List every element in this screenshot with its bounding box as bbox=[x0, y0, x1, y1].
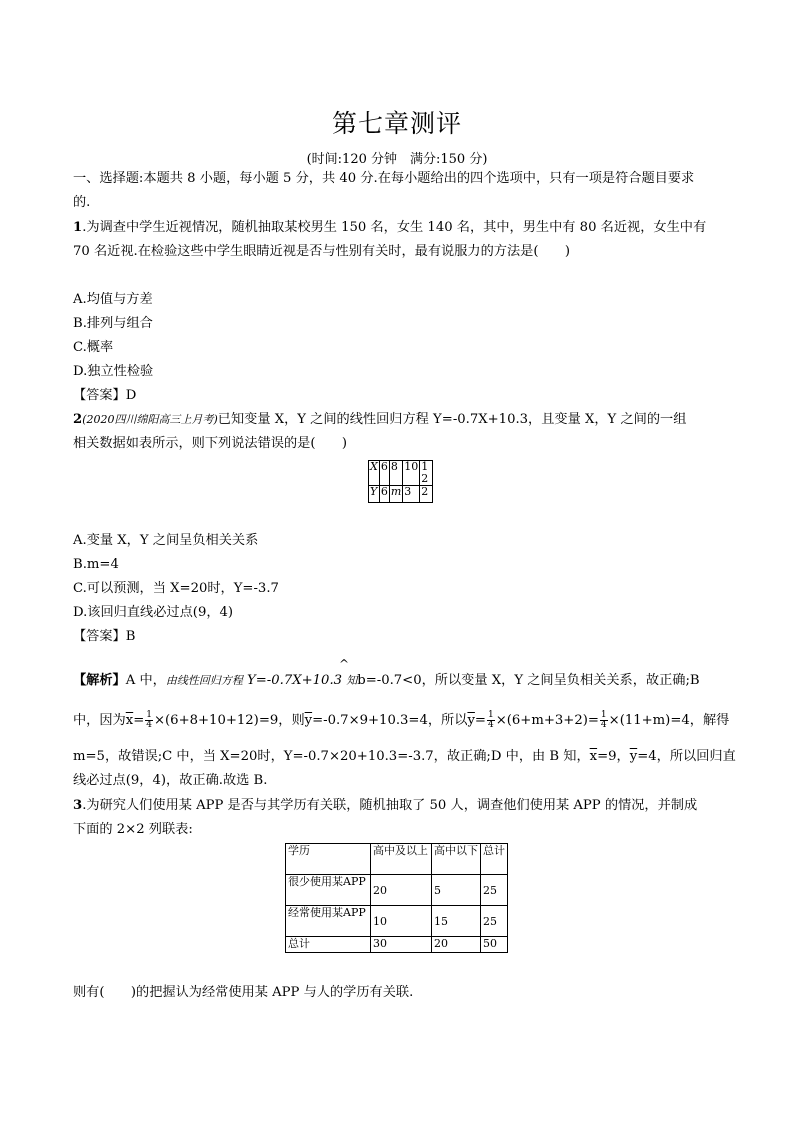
analysis-label: 【解析】 bbox=[73, 673, 126, 688]
table-cell: 3 bbox=[403, 486, 420, 503]
q2-option-b: B.m=4 bbox=[73, 557, 119, 572]
table-row bbox=[286, 875, 508, 906]
analysis-text: 由线性回归方程 bbox=[165, 674, 243, 687]
analysis-text: = bbox=[133, 713, 145, 728]
table-cell: 10 bbox=[371, 906, 432, 937]
x-bar: $\overline{x}$ bbox=[589, 749, 598, 764]
analysis-text: =-0.7×9+10.3=4，所以 bbox=[312, 713, 468, 728]
table-header-row bbox=[286, 844, 508, 875]
analysis-text: = bbox=[474, 713, 486, 728]
q3-contingency-table bbox=[285, 843, 508, 953]
analysis-text: A 中， bbox=[125, 673, 166, 688]
q1-option-b: B.排列与组合 bbox=[73, 316, 153, 331]
analysis-text: 知 bbox=[346, 674, 358, 687]
fraction-denominator: 4 bbox=[146, 720, 152, 730]
fraction-numerator: 1 bbox=[487, 710, 494, 720]
fraction-numerator: 1 bbox=[600, 710, 607, 720]
page-title: 第七章测评 bbox=[331, 109, 462, 138]
q2-number: 2 bbox=[73, 412, 83, 427]
q3-line3: 则有( )的把握认为经常使用某 APP 与人的学历有关联. bbox=[73, 985, 414, 1000]
section-heading-line1: 一、选择题:本题共 8 小题，每小题 5 分，共 40 分.在每小题给出的四个选项中，只有一项是符合题目要求 bbox=[73, 171, 695, 186]
q1-line2: 70 名近视.在检验这些中学生眼睛近视是否与性别有关时，最有说服力的方法是( ) bbox=[73, 244, 571, 259]
table-cell: 1 2 bbox=[420, 461, 433, 486]
section-heading-line2: 的. bbox=[73, 195, 91, 210]
table-row bbox=[286, 906, 508, 937]
table-cell: Y bbox=[369, 486, 380, 503]
analysis-text: ×(11+m)=4，解得 bbox=[608, 713, 730, 728]
page-subtitle: (时间:120 分钟 满分:150 分) bbox=[306, 152, 488, 167]
table-header-cell: 高中及以上 bbox=[371, 844, 432, 875]
q2-line1 bbox=[73, 412, 686, 428]
fraction-numerator: 1 bbox=[146, 710, 152, 720]
table-row bbox=[369, 486, 433, 503]
table-cell: 30 bbox=[371, 937, 432, 953]
hat-symbol: ^ bbox=[339, 657, 350, 671]
table-cell: 6 bbox=[379, 486, 389, 503]
q2-option-d: D.该回归直线必过点(9，4) bbox=[73, 605, 234, 620]
q2-data-table bbox=[368, 460, 433, 503]
analysis-text: =9， bbox=[597, 749, 630, 764]
table-cell: 8 bbox=[389, 461, 402, 486]
table-cell: 10 bbox=[403, 461, 420, 486]
q3-line2: 下面的 2×2 列联表: bbox=[73, 822, 193, 837]
table-header-cell: 高中以下 bbox=[432, 844, 481, 875]
analysis-text: m=5，故错误;C 中，当 X=20时，Y=-0.7×20+10.3=-3.7，故正确;D 中，由 B 知， bbox=[73, 749, 590, 764]
y-bar: $\overline{y}$ bbox=[467, 713, 475, 728]
q2-option-a: A.变量 X，Y 之间呈负相关关系 bbox=[73, 533, 259, 548]
table-cell: 20 bbox=[432, 937, 481, 953]
analysis-text: b=-0.7<0，所以变量 X，Y 之间呈负相关关系，故正确;B bbox=[357, 673, 700, 688]
q1-text1: .为调查中学生近视情况，随机抽取某校男生 150 名，女生 140 名，其中，男生中有 80 名近视，女生中有 bbox=[82, 220, 707, 235]
table-header-cell: 学历 bbox=[286, 844, 371, 875]
table-cell: 很少使用某APP bbox=[286, 875, 371, 906]
q3-number: 3 bbox=[73, 798, 83, 813]
q2-analysis-line4: 线必过点(9，4)，故正确.故选 B. bbox=[73, 773, 268, 788]
q2-line2: 相关数据如表所示，则下列说法错误的是( ) bbox=[73, 436, 348, 451]
table-cell: 15 bbox=[432, 906, 481, 937]
y-bar: $\overline{y}$ bbox=[629, 749, 638, 764]
table-cell: 25 bbox=[481, 906, 508, 937]
q1-option-d: D.独立性检验 bbox=[73, 364, 154, 379]
q3-line1 bbox=[73, 798, 697, 814]
q1-option-a: A.均值与方差 bbox=[73, 292, 153, 307]
fraction bbox=[600, 711, 608, 730]
q1-line1 bbox=[73, 220, 706, 236]
y-bar: $\overline{y}$ bbox=[304, 713, 313, 728]
q2-source: (2020四川绵阳高三上月考) bbox=[82, 413, 218, 426]
q2-analysis-line2 bbox=[73, 711, 729, 730]
table-cell: 2 bbox=[420, 486, 433, 503]
x-bar: $\overline{x}$ bbox=[125, 713, 134, 728]
fraction-denominator: 4 bbox=[487, 720, 494, 730]
q3-text1: .为研究人们使用某 APP 是否与其学历有关联，随机抽取了 50 人，调查他们使用某 APP 的情况，并制成 bbox=[82, 798, 698, 813]
analysis-text: 中，因为 bbox=[73, 713, 126, 728]
table-row bbox=[286, 937, 508, 953]
table-row bbox=[369, 461, 433, 486]
q2-option-c: C.可以预测，当 X=20时，Y=-3.7 bbox=[73, 581, 279, 596]
analysis-formula: Y=-0.7X+10.3 bbox=[247, 673, 343, 688]
table-header-cell: 总计 bbox=[481, 844, 508, 875]
q2-analysis-line3 bbox=[73, 749, 736, 765]
fraction bbox=[487, 711, 495, 730]
table-cell: 50 bbox=[481, 937, 508, 953]
table-cell: 总计 bbox=[286, 937, 371, 953]
analysis-text: ×(6+8+10+12)=9，则 bbox=[153, 713, 305, 728]
q2-text1: 已知变量 X，Y 之间的线性回归方程 Y=-0.7X+10.3，且变量 X，Y 之间的一组 bbox=[217, 412, 687, 427]
q1-answer: 【答案】D bbox=[73, 388, 137, 403]
table-cell: 6 bbox=[379, 461, 389, 486]
q2-analysis-line1 bbox=[73, 673, 700, 689]
table-cell: X bbox=[369, 461, 380, 486]
fraction-denominator: 4 bbox=[600, 720, 607, 730]
q2-answer: 【答案】B bbox=[73, 629, 136, 644]
table-cell: m bbox=[389, 486, 402, 503]
table-cell: 25 bbox=[481, 875, 508, 906]
fraction bbox=[145, 711, 153, 730]
q1-number: 1 bbox=[73, 220, 83, 235]
q1-option-c: C.概率 bbox=[73, 340, 114, 355]
table-cell: 20 bbox=[371, 875, 432, 906]
table-cell: 5 bbox=[432, 875, 481, 906]
table-cell: 经常使用某APP bbox=[286, 906, 371, 937]
analysis-text: =4，所以回归直 bbox=[637, 749, 736, 764]
analysis-text: ×(6+m+3+2)= bbox=[495, 713, 599, 728]
